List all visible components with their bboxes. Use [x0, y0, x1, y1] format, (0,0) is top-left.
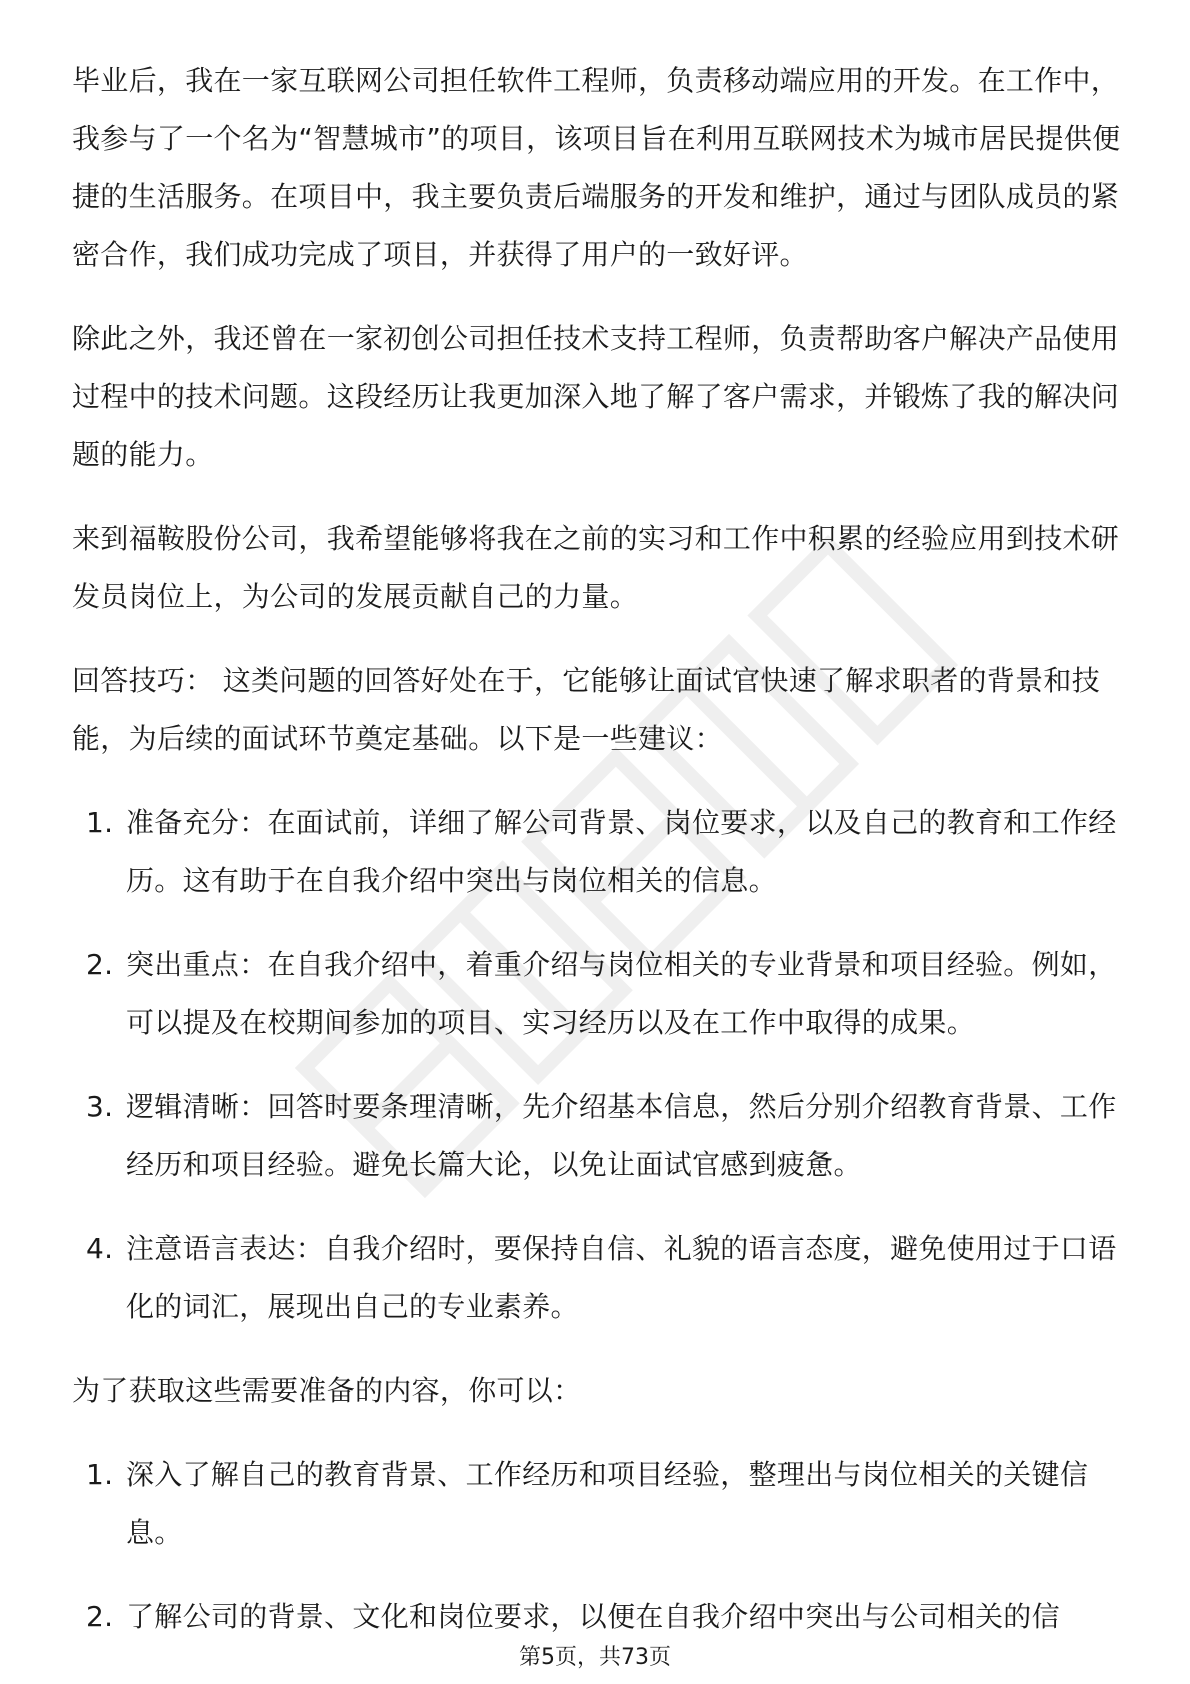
document-page	[72, 52, 1122, 1672]
paragraph-answer-tips: 回答技巧： 这类问题的回答好处在于，它能够让面试官快速了解求职者的背景和技能，为后续的面试环节奠定基础。以下是一些建议：	[72, 664, 1101, 755]
paragraph-work-experience: 毕业后，我在一家互联网公司担任软件工程师，负责移动端应用的开发。在工作中，我参与了一个名为“智慧城市”的项目，该项目旨在利用互联网技术为城市居民提供便捷的生活服务。在项目中，我主要负责后端服务的开发和维护，通过与团队成员的紧密合作，我们成功完成了项目，并获得了用户的一致好评。	[72, 64, 1121, 271]
list-text: 了解公司的背景、文化和岗位要求，以便在自我介绍中突出与公司相关的信	[126, 1600, 1060, 1633]
list-item	[72, 1588, 1122, 1646]
list-text: 突出重点：在自我介绍中，着重介绍与岗位相关的专业背景和项目经验。例如，可以提及在校期间参加的项目、实习经历以及在工作中取得的成果。	[126, 948, 1117, 1039]
prep-list	[72, 1446, 1122, 1646]
list-item	[72, 936, 1122, 1052]
list-item	[72, 1446, 1122, 1562]
list-item	[72, 794, 1122, 910]
list-item	[72, 1078, 1122, 1194]
list-text: 深入了解自己的教育背景、工作经历和项目经验，整理出与岗位相关的关键信息。	[126, 1458, 1089, 1549]
list-number: 1.	[86, 806, 114, 839]
paragraph-prep-intro: 为了获取这些需要准备的内容，你可以：	[72, 1374, 582, 1407]
list-number: 1.	[86, 1458, 114, 1491]
paragraph-startup-experience: 除此之外，我还曾在一家初创公司担任技术支持工程师，负责帮助客户解决产品使用过程中的技术问题。这段经历让我更加深入地了解了客户需求，并锻炼了我的解决问题的能力。	[72, 322, 1120, 471]
tips-list	[72, 794, 1122, 1336]
list-number: 2.	[86, 948, 114, 981]
list-item	[72, 1220, 1122, 1336]
list-text: 注意语言表达：自我介绍时，要保持自信、礼貌的语言态度，避免使用过于口语化的词汇，展现出自己的专业素养。	[126, 1232, 1117, 1323]
list-number: 4.	[86, 1232, 114, 1265]
list-text: 逻辑清晰：回答时要条理清晰，先介绍基本信息，然后分别介绍教育背景、工作经历和项目经验。避免长篇大论，以免让面试官感到疲惫。	[126, 1090, 1117, 1181]
list-number: 3.	[86, 1090, 114, 1123]
page-footer: 第5页，共73页	[519, 1645, 671, 1670]
list-number: 2.	[86, 1600, 114, 1633]
list-text: 准备充分：在面试前，详细了解公司背景、岗位要求，以及自己的教育和工作经历。这有助于在自我介绍中突出与岗位相关的信息。	[126, 806, 1117, 897]
paragraph-company-goal: 来到福鞍股份公司，我希望能够将我在之前的实习和工作中积累的经验应用到技术研发员岗位上，为公司的发展贡献自己的力量。	[72, 522, 1120, 613]
